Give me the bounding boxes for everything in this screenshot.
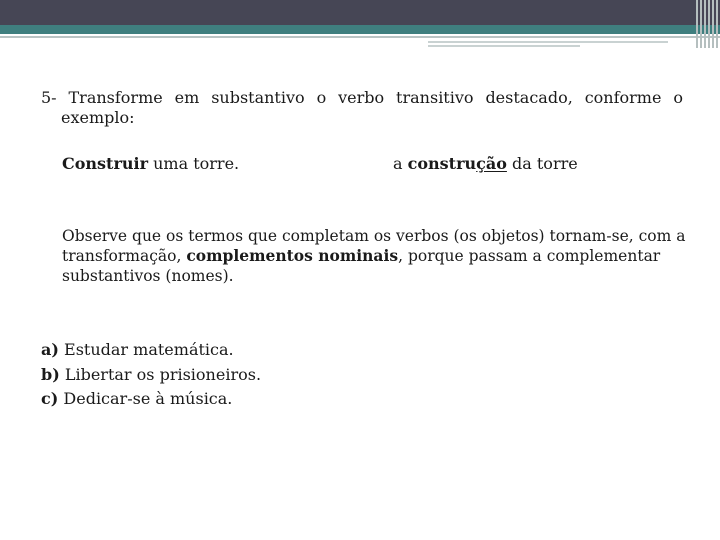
item-label: a): [41, 340, 59, 359]
header-dark-band: [0, 0, 720, 25]
item-text: Dedicar-se à música.: [58, 389, 233, 408]
header-rule-short: [428, 41, 668, 43]
exercise-title: [41, 88, 683, 128]
example-verb-phrase: [62, 154, 239, 174]
observation-line2-pre: transformação,: [62, 247, 187, 265]
observation-line2-post: , porque passam a complementar: [398, 247, 661, 265]
example-verb-rest: uma torre.: [148, 154, 240, 173]
exercise-title-line2: exemplo:: [61, 108, 135, 127]
example-noun: [408, 154, 507, 173]
header-teal-band: [0, 25, 720, 34]
example-noun-suffix: ção: [476, 154, 507, 173]
header-stripes: [694, 0, 720, 48]
exercise-title-line1: 5- Transforme em substantivo o verbo transitivo destacado, conforme o: [41, 88, 683, 107]
observation-bold-term: complementos nominais: [186, 246, 399, 265]
example-noun-stem: constru: [407, 154, 477, 173]
observation-paragraph: [62, 226, 692, 286]
observation-line1: Observe que os termos que completam os verbos (os objetos) tornam-se, com a: [62, 227, 686, 245]
list-item-c: [41, 389, 232, 409]
item-text: Estudar matemática.: [58, 340, 234, 359]
header-rule: [0, 36, 720, 38]
observation-line3: substantivos (nomes).: [62, 267, 234, 285]
item-text: Libertar os prisioneiros.: [59, 365, 262, 384]
observation-line2: [62, 246, 692, 266]
example-noun-rest: da torre: [506, 154, 578, 173]
list-item-b: [41, 365, 261, 385]
example-noun-phrase: [393, 154, 578, 174]
item-label: c): [41, 389, 59, 408]
header-rule-shorter: [428, 45, 580, 47]
example-noun-prefix: a: [393, 154, 408, 173]
item-label: b): [41, 365, 60, 384]
example-verb: Construir: [62, 154, 149, 173]
list-item-a: [41, 340, 234, 360]
